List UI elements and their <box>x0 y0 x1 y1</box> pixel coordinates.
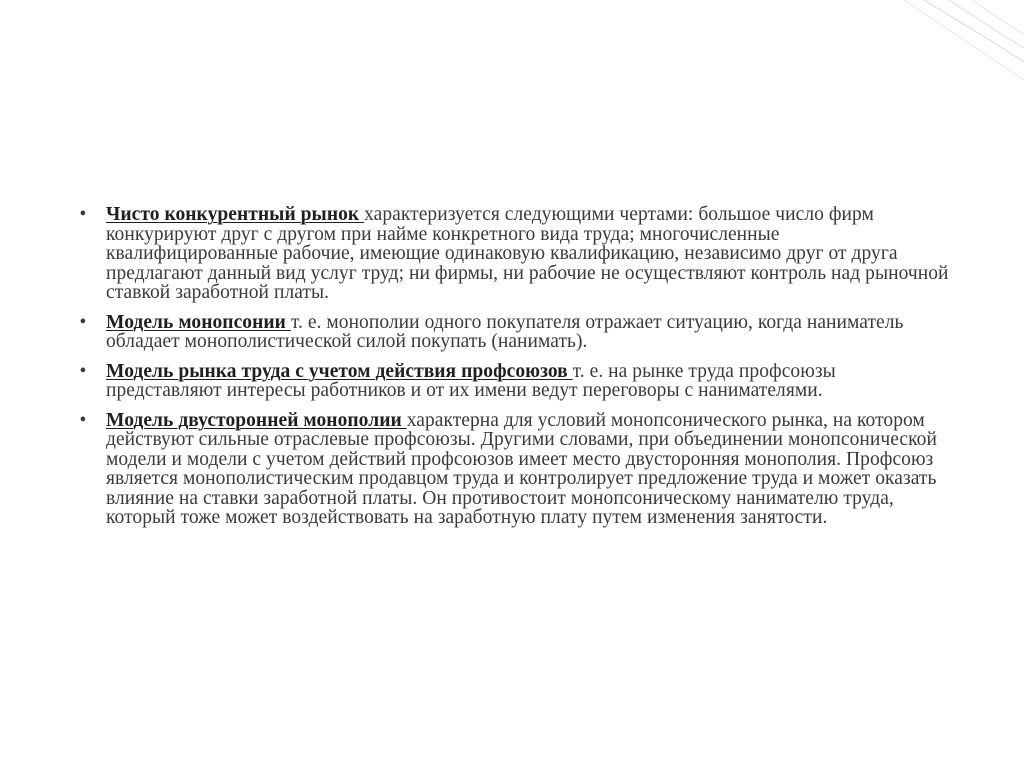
point-text: т. е. на рынке труда профсоюзы представляют интересы работников и от их имени ведут переговоры с нанимателями. <box>106 360 836 401</box>
bullet-icon: • <box>79 204 87 225</box>
point-text: характеризуется следующими чертами: большое число фирм конкурируют друг с другом при найме конкретного вида труда; многочисленные квалифицированные рабочие, имеющие одинаковую квалификацию, независимо друг от друга предлагают данный вид услуг труд; ни фирмы, ни рабочие не осуществляют контроль над рыночной ставкой заработной платы. <box>106 204 949 303</box>
bullet-icon: • <box>79 409 87 431</box>
list-item <box>76 205 956 303</box>
list-item <box>76 362 956 401</box>
bullet-icon: • <box>79 311 87 333</box>
list-item <box>76 411 956 528</box>
slide-content <box>76 205 956 538</box>
bullet-list <box>76 205 956 528</box>
corner-decoration <box>894 0 1024 100</box>
bullet-icon: • <box>79 360 87 382</box>
point-text: т. е. монополии одного покупателя отражает ситуацию, когда наниматель обладает монополистической силой покупать (нанимать). <box>106 311 904 352</box>
point-term: Модель монопсонии <box>106 311 291 333</box>
point-term: Чисто конкурентный рынок <box>106 204 365 225</box>
point-term: Модель рынка труда с учетом действия профсоюзов <box>106 360 573 382</box>
list-item <box>76 313 956 352</box>
point-text: характерна для условий монопсонического рынка, на котором действуют сильные отраслевые профсоюзы. Другими словами, при объединении монопсонической модели и модели с учетом действий профсоюзов имеет место двусторонняя монополия. Профсоюз является монополистическим продавцом труда и контролирует предложение труда и может оказать влияние на ставки заработной платы. Он противостоит монопсоническому нанимателю труда, который тоже может воздействовать на заработную плату путем изменения занятости. <box>106 409 937 528</box>
point-term: Модель двусторонней монополии <box>106 409 407 431</box>
corner-lines-graphic <box>894 0 1024 100</box>
